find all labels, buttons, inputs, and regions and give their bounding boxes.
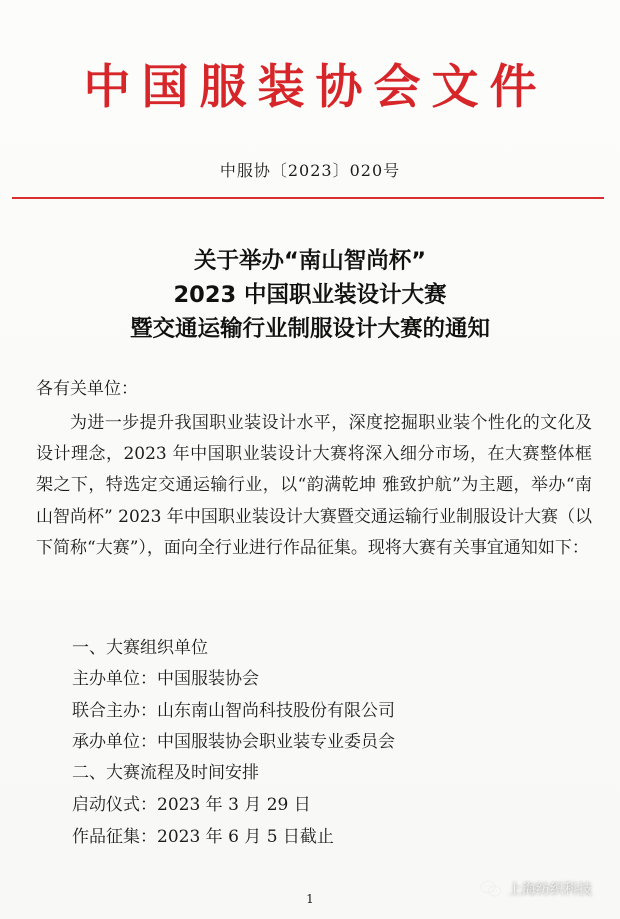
section-heading: 一、大赛组织单位 xyxy=(72,638,208,658)
notice-title xyxy=(0,244,620,346)
account-watermark xyxy=(480,876,592,902)
section-line: 主办单位：中国服装协会 xyxy=(72,669,259,689)
document-number: 中服协〔2023〕020号 xyxy=(219,161,401,180)
section-heading: 二、大赛流程及时间安排 xyxy=(72,763,259,783)
salutation: 各有关单位： xyxy=(36,379,138,399)
notice-title-line: 2023 中国职业装设计大赛 xyxy=(173,282,447,308)
header-divider xyxy=(12,197,604,199)
wechat-icon xyxy=(480,880,502,898)
document-header-title: 中国服装协会文件 xyxy=(83,60,548,115)
notice-title-line: 关于举办“南山智尚杯” xyxy=(193,248,427,274)
notice-title-line: 暨交通运输行业制服设计大赛的通知 xyxy=(129,316,490,342)
section-line: 联合主办：山东南山智尚科技股份有限公司 xyxy=(72,701,395,721)
section-line: 作品征集：2023 年 6 月 5 日截止 xyxy=(72,827,334,847)
page-number: 1 xyxy=(306,892,314,906)
body-paragraph: 为进一步提升我国职业装设计水平，深度挖掘职业装个性化的文化及设计理念，2023 年中国职业装设计大赛将深入细分市场，在大赛整体框架之下，特选定交通运输行业，以“韵满乾坤 雅致护航”为主题，举办“南山智尚杯” 2023 年中国职业装设计大赛暨交通运输行业制服设计大赛（以下简称“大赛”），面向全行业进行作品征集。现将大赛有关事宜通知如下： xyxy=(36,413,592,558)
section-line: 启动仪式：2023 年 3 月 29 日 xyxy=(72,795,311,815)
section-line: 承办单位：中国服装协会职业装专业委员会 xyxy=(72,732,395,752)
watermark-text: 上海纺织科技 xyxy=(508,882,592,898)
